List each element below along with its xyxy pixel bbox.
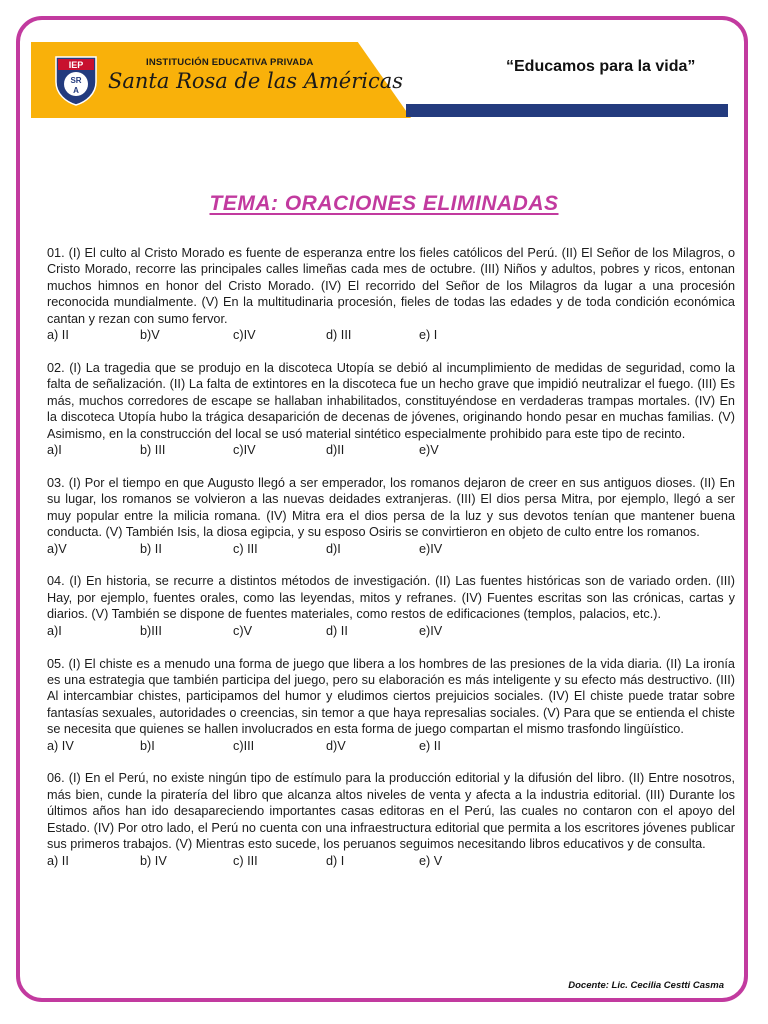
answer-options bbox=[47, 738, 735, 754]
page-title-text: TEMA: ORACIONES ELIMINADAS bbox=[209, 192, 559, 215]
institution-type: INSTITUCIÓN EDUCATIVA PRIVADA bbox=[146, 57, 314, 68]
question-text: 03. (I) Por el tiempo en que Augusto llegó a ser emperador, los romanos dejaron de creer en sus antiguos dioses. (II) En su lugar, los romanos se volvieron a las nuevas deidades extranjeras. (III) El dios persa Mitra, por ejemplo, llegó a ser muy popular entre la milicia romana. (IV) Mitra era el dios persa de la luz y sus devotos tenían que mantener buena conducta. (V) También Isis, la diosa egipcia, y su esposo Osiris se convirtieron en objeto de culto entre los romanos. bbox=[47, 475, 735, 540]
question-1 bbox=[47, 245, 735, 343]
option-e: e) V bbox=[419, 853, 443, 868]
option-b: b)V bbox=[140, 328, 160, 343]
option-d: d)I bbox=[326, 541, 341, 556]
option-d: d)V bbox=[326, 738, 346, 753]
answer-options bbox=[47, 623, 735, 639]
option-c: c) III bbox=[233, 541, 258, 556]
questions-list bbox=[47, 245, 735, 885]
logo-text-bottom: A bbox=[73, 86, 79, 95]
logo-text-middle: SR bbox=[70, 76, 82, 85]
answer-options bbox=[47, 853, 735, 869]
option-b: b) IV bbox=[140, 853, 167, 868]
option-d: d) I bbox=[326, 853, 345, 868]
question-text: 02. (I) La tragedia que se produjo en la discoteca Utopía se debió al incumplimiento de medidas de seguridad, como la falta de señalización. (II) La falta de extintores en la discoteca fue un hecho grave que impidió neutralizar el fuego. (III) Es más, muchos corredores de escape se hallaban inhabilitados, constituyéndose en verdaderas trampas mortales. (IV) En la discoteca Utopía hubo la trágica desaparición de decenas de jóvenes, originando hondo pesar en muchas familias. (V) Asimismo, en la construcción del local se usó material sintético especialmente prohibido para este tipo de recinto. bbox=[47, 360, 735, 441]
option-e: e)V bbox=[419, 442, 439, 457]
question-6 bbox=[47, 770, 735, 868]
option-b: b) III bbox=[140, 442, 166, 457]
option-c: c)IV bbox=[233, 328, 256, 343]
answer-options bbox=[47, 327, 735, 343]
option-b: b) II bbox=[140, 541, 162, 556]
question-text: 01. (I) El culto al Cristo Morado es fuente de esperanza entre los fieles católicos del Perú. (II) El Señor de los Milagros, o Cristo Morado, recorre las principales calles limeñas cada mes de octubre. (III) Niños y adultos, pobres y ricos, entonan muchos himnos en honor del Cristo Morado. (IV) El recorrido del Señor de los Milagros da lugar a una procesión reconocida mundialmente. (V) En la multitudinaria procesión, fieles de todas las edades y de toda condición económica cantan y rezan con sumo fervor. bbox=[47, 246, 735, 326]
option-a: a) II bbox=[47, 328, 69, 343]
option-c: c)III bbox=[233, 738, 255, 753]
option-c: c)V bbox=[233, 623, 253, 638]
school-motto: “Educamos para la vida” bbox=[506, 58, 696, 75]
page-title bbox=[0, 192, 768, 216]
option-a: a)I bbox=[47, 442, 62, 457]
option-a: a)V bbox=[47, 541, 67, 556]
option-a: a) IV bbox=[47, 738, 74, 753]
option-b: b)III bbox=[140, 623, 162, 638]
option-c: c)IV bbox=[233, 442, 256, 457]
question-4 bbox=[47, 573, 735, 639]
option-e: e) I bbox=[419, 328, 438, 343]
option-a: a)I bbox=[47, 623, 62, 638]
option-c: c) III bbox=[233, 853, 258, 868]
school-logo bbox=[52, 54, 100, 106]
teacher-credit: Docente: Lic. Cecilia Cestti Casma bbox=[568, 980, 724, 991]
option-d: d) III bbox=[326, 328, 352, 343]
question-text: 06. (I) En el Perú, no existe ningún tipo de estímulo para la producción editorial y la difusión del libro. (II) Entre nosotros, más bien, cunde la piratería del libro que alcanza altos niveles de venta y afecta a la industria editorial. (III) Durante los últimos años han ido desapareciendo importantes casas editoras en el Perú, las cuales no contaron con el apoyo del Estado. (IV) Por otro lado, el Perú no cuenta con una infraestructura editorial que permita a los escritores jóvenes publicar sus primeros trabajos. (V) Mientras esto sucede, los peruanos seguimos necesitando libros educativos y de consulta. bbox=[47, 771, 735, 852]
header-navy-bar bbox=[406, 104, 728, 117]
question-text: 04. (I) En historia, se recurre a distintos métodos de investigación. (II) Las fuentes históricas son de variado orden. (III) Hay, por ejemplo, fuentes orales, como las leyendas, mitos y refranes. (IV) Fuentes escritas son las crónicas, cartas y diarios. (V) También se dispone de fuentes materiales, como restos de edificaciones (templos, palacios, etc.). bbox=[47, 574, 735, 622]
option-a: a) II bbox=[47, 853, 69, 868]
answer-options bbox=[47, 442, 735, 458]
option-e: e) II bbox=[419, 738, 441, 753]
question-5 bbox=[47, 656, 735, 754]
option-b: b)I bbox=[140, 738, 155, 753]
option-e: e)IV bbox=[419, 623, 443, 638]
question-2 bbox=[47, 360, 735, 458]
logo-text-top: IEP bbox=[68, 60, 84, 70]
question-3 bbox=[47, 475, 735, 557]
option-d: d) II bbox=[326, 623, 348, 638]
question-text: 05. (I) El chiste es a menudo una forma de juego que libera a los hombres de las presiones de la vida diaria. (II) La ironía es una estrategia que también participa del juego, pero su elaboración es más inteligente y su efecto más destructivo. (III) Al intercambiar chistes, participamos del humor y eludimos ciertos prejuicios sociales. (IV) El chiste puede tratar sobre fantasías sexuales, autoridades o creencias, sin temor a que haya represalias sociales. (V) Para que se entienda el chiste se necesita que quienes se hallen involucrados en esta forma de juego compartan el mismo trasfondo lingüístico. bbox=[47, 656, 735, 737]
institution-name: Santa Rosa de las Américas bbox=[108, 69, 404, 93]
option-e: e)IV bbox=[419, 541, 443, 556]
answer-options bbox=[47, 541, 735, 557]
option-d: d)II bbox=[326, 442, 345, 457]
